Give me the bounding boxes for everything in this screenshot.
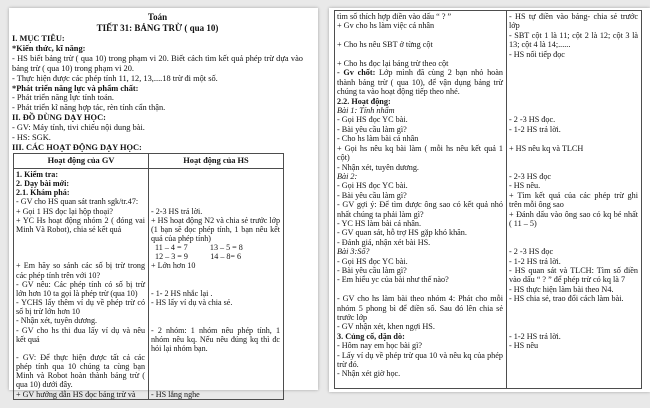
blank-line [16, 344, 145, 353]
paragraph: - Nhận xét, tuyên dương. [337, 162, 419, 172]
paragraph: - HS lắng nghe [151, 389, 200, 399]
blank-line [151, 188, 280, 197]
blank-line [151, 307, 280, 316]
paragraph: + Cho hs nêu SBT ở từng cột [337, 40, 433, 50]
paragraph: - Thực hiện được các phép tính 11, 12, 13,....18 trừ đi một số. [12, 73, 218, 83]
paragraph: - HS nối tiếp đọc [509, 49, 565, 59]
hs-column [149, 168, 284, 399]
paragraph: - YCHS lấy thêm ví dụ về phép trừ có số bị trừ lớn hơn 10 [16, 298, 148, 317]
page-2 [329, 8, 650, 392]
blank-line [509, 97, 638, 106]
paragraph: - GV: Để thực hiện được tất cả các phép tính qua 10 chúng ta cùng bạn Minh và Robot hoàn thành bảng trừ ( qua 10) dưới đây. [16, 353, 148, 390]
blank-line [509, 238, 638, 247]
paragraph: + Gv cho hs làm việc cá nhân [337, 21, 435, 31]
hs-column [507, 11, 642, 389]
paragraph: tìm số thích hợp điền vào dấu “ ? ” [337, 12, 452, 21]
paragraph: - Gọi HS đọc YC bài. [337, 256, 408, 266]
table-header-row [14, 153, 284, 168]
blank-line [151, 353, 280, 362]
paragraph: + Gọi 1 HS đọc lại hộp thoại? [16, 206, 113, 216]
paragraph: - Bài yêu cầu làm gì? [337, 265, 407, 275]
blank-line [509, 163, 638, 172]
paragraph: - HS nêu. [509, 181, 541, 191]
blank-line [151, 170, 280, 179]
paragraph: - Đánh giá, nhận xét bài HS. [337, 237, 431, 247]
paragraph: - HS nêu [509, 341, 539, 351]
blank-line [509, 313, 638, 322]
blank-line [509, 59, 638, 68]
gv-column [335, 11, 507, 389]
paragraph: + Tìm kết quả của các phép trừ ghi trên mỗi ông sao [509, 190, 641, 210]
paragraph: *Kiến thức, kĩ năng: [12, 43, 86, 53]
paragraph: + GV hướng dẫn HS đọc bảng trừ và [16, 389, 136, 399]
paragraph: 2. Dạy bài mới: [16, 179, 70, 189]
paragraph: - YC HS làm bài cá nhân. [337, 218, 422, 228]
gv-column [14, 168, 149, 399]
paragraph: *Phát triển năng lực và phẩm chất: [12, 83, 139, 93]
paragraph: - 2-3 HS đọc [509, 171, 552, 181]
table-body-row [335, 11, 642, 389]
paragraph: - GV nhận xét, khen ngợi HS. [337, 322, 435, 332]
blank-line [509, 322, 638, 331]
paragraph: 2.1. Khám phá: [16, 188, 70, 198]
paragraph: - GV cho hs thi đua lấy ví dụ và nêu kết quả [16, 325, 148, 344]
subject-title: Toán [147, 12, 168, 22]
paragraph: - Lấy ví dụ về phép trừ qua 10 và nêu kq của phép trừ đó. [337, 350, 506, 370]
paragraph: 2.2. Hoạt động: [337, 96, 391, 106]
paragraph: Bài 2: [337, 171, 358, 181]
blank-line [509, 78, 638, 87]
paragraph: - HS chia sẻ, trao đổi cách làm bài. [509, 294, 624, 304]
paragraph: - Em hiểu yc của bài như thế nào? [337, 275, 449, 285]
lesson-title: TIẾT 31: BẢNG TRỪ ( qua 10) [96, 23, 219, 33]
paragraph: - Gọi HS đọc YC bài. [337, 181, 408, 191]
blank-line [16, 252, 145, 261]
paragraph: II. ĐỒ DÙNG DẠY HỌC: [12, 113, 106, 123]
blank-line [509, 106, 638, 115]
paragraph: - HS tự điền vào bảng- chia sẻ trước lớp [509, 12, 641, 31]
paragraph: - Bài yêu cầu làm gì? [337, 124, 407, 134]
paragraph: + Đánh dấu vào ông sao có kq bé nhất ( 11 – 5) [509, 209, 641, 228]
paragraph: + Lớn hơn 10 [151, 261, 196, 271]
paragraph: + Gọi hs nêu kq bài làm ( mỗi hs nêu kết quả 1 cột) [337, 143, 506, 163]
paragraph: + HS hoạt động N2 và chia sẻ trước lớp (1 bạn sẽ đọc phép tính, 1 bạn nêu kết quả của phép tính) [151, 215, 283, 243]
blank-line [509, 68, 638, 77]
table-body-row [14, 168, 284, 399]
paragraph: - Bài yêu cầu làm gì? [337, 190, 407, 200]
paragraph: Bài 3:Số? [337, 247, 370, 257]
paragraph: - HS quan sát và TLCH: Tìm số điền vào dấu “ ? ” để phép trừ có kq là 7 [509, 265, 641, 285]
paragraph: + YC Hs hoạt động nhóm 2 ( đóng vai Minh Và Robot), chia sẻ kết quả [16, 215, 148, 234]
hs-column-header: Hoạt động của HS [149, 153, 284, 168]
blank-line [151, 280, 280, 289]
blank-line [509, 87, 638, 96]
blank-line [509, 304, 638, 313]
blank-line [337, 31, 503, 40]
paragraph: - GV: Máy tính, tivi chiếu nội dung bài. [12, 123, 145, 133]
paragraph: - GV cho hs làm bài theo nhóm 4: Phát cho mỗi nhóm 5 phong bì để điền số. Sau đó lên chia sẻ trước lớp [337, 294, 506, 322]
blank-line [16, 243, 145, 252]
paragraph: Bài 1: Tính nhẩm [337, 106, 395, 116]
objectives-section [12, 34, 306, 153]
paragraph: - GV nêu: Các phép tính có số bị trừ lớn hơn 10 ta gọi là phép trừ (qua 10) [16, 279, 148, 298]
blank-line [509, 134, 638, 143]
paragraph: 11 – 4 = 7 13 – 5 = 8 [151, 243, 243, 253]
paragraph: - HS lấy ví dụ và chia sẻ. [151, 298, 233, 308]
paragraph: + HS nêu kq và TLCH [509, 143, 584, 153]
blank-line [151, 316, 280, 325]
gv-column-header: Hoạt động của GV [14, 153, 149, 168]
blank-line [509, 228, 638, 237]
paragraph: - HS: SGK. [12, 133, 51, 143]
paragraph: - HS thực hiện làm bài theo N4. [509, 284, 614, 294]
blank-line [16, 234, 145, 243]
blank-line [337, 50, 503, 59]
blank-line [151, 371, 280, 380]
paragraph: - Hôm nay em học bài gì? [337, 341, 423, 351]
paragraph: - 2 nhóm: 1 nhóm nêu phép tính, 1 nhóm nêu kq. Nếu nêu đúng kq thì đc hỏi lại nhóm bạn. [151, 325, 283, 353]
blank-line [337, 285, 503, 294]
paragraph: - HS biết bảng trừ ( qua 10) trong phạm vi 20. Biết cách tìm kết quả phép trừ dựa vào bảng trừ ( qua 10) trong phạm vi 20. [12, 53, 306, 73]
blank-line [509, 153, 638, 162]
blank-line [151, 271, 280, 280]
paragraph: - Gv chốt: Lớp mình đã cùng 2 bạn nhỏ hoàn thành bảng trừ ( qua 10), để vận dụng bảng trừ chúng ta vào hoạt động tiếp theo nhé. [337, 68, 506, 97]
paragraph: I. MỤC TIÊU: [12, 34, 65, 43]
blank-line [151, 179, 280, 188]
paragraph: - 2-3 HS trả lời. [151, 206, 203, 216]
paragraph: - GV cho HS quan sát tranh sgk/tr.47: [16, 197, 139, 207]
paragraph: - Gọi HS đọc YC bài. [337, 115, 408, 125]
paragraph: - 1-2 HS trả lời. [509, 331, 561, 341]
paragraph: + Em hãy so sánh các số bị trừ trong các phép tính trên với 10? [16, 261, 148, 280]
blank-line [151, 197, 280, 206]
paragraph: - Nhận xét giờ học. [337, 369, 401, 379]
paragraph: III. CÁC HOẠT ĐỘNG DẠY HỌC: [12, 142, 142, 152]
paragraph: 3. Củng cố, dặn dò: [337, 331, 405, 341]
paragraph: - Nhận xét, tuyên dương. [16, 316, 98, 326]
paragraph: - Phát triển năng lực tính toán. [12, 93, 114, 103]
blank-line [151, 380, 280, 389]
paragraph: - 2 -3 HS đọc [509, 247, 554, 257]
paragraph: 1. Kiểm tra: [16, 169, 59, 179]
activities-table-page1 [13, 153, 284, 400]
paragraph: - GV quan sát, hỗ trợ HS gặp khó khăn. [337, 228, 467, 238]
page-1 [9, 8, 318, 399]
paragraph: - Phát triển kĩ năng hợp tác, rèn tính cẩn thận. [12, 103, 166, 113]
paragraph: - 2 -3 HS đọc. [509, 115, 556, 125]
paragraph: - 1- 2 HS nhắc lại . [151, 288, 213, 298]
activities-table-page2 [334, 10, 642, 389]
paragraph: - SBT cột 1 là 11; cột 2 là 12; cột 3 là 13; cột 4 là 14;...... [509, 30, 641, 50]
paragraph: - 1-2 HS trả lời. [509, 124, 561, 134]
paragraph: - 1-2 HS trả lời. [509, 256, 561, 266]
blank-line [151, 362, 280, 371]
paragraph: + Cho hs đọc lại bảng trừ theo cột [337, 59, 449, 69]
paragraph: - Cho hs làm bài cá nhân [337, 134, 419, 144]
paragraph: - GV gợi ý: Để tìm được ông sao có kết quả nhỏ nhất chúng ta phải làm gì? [337, 200, 506, 219]
paragraph: 12 – 3 = 9 14 – 8= 6 [151, 252, 242, 262]
